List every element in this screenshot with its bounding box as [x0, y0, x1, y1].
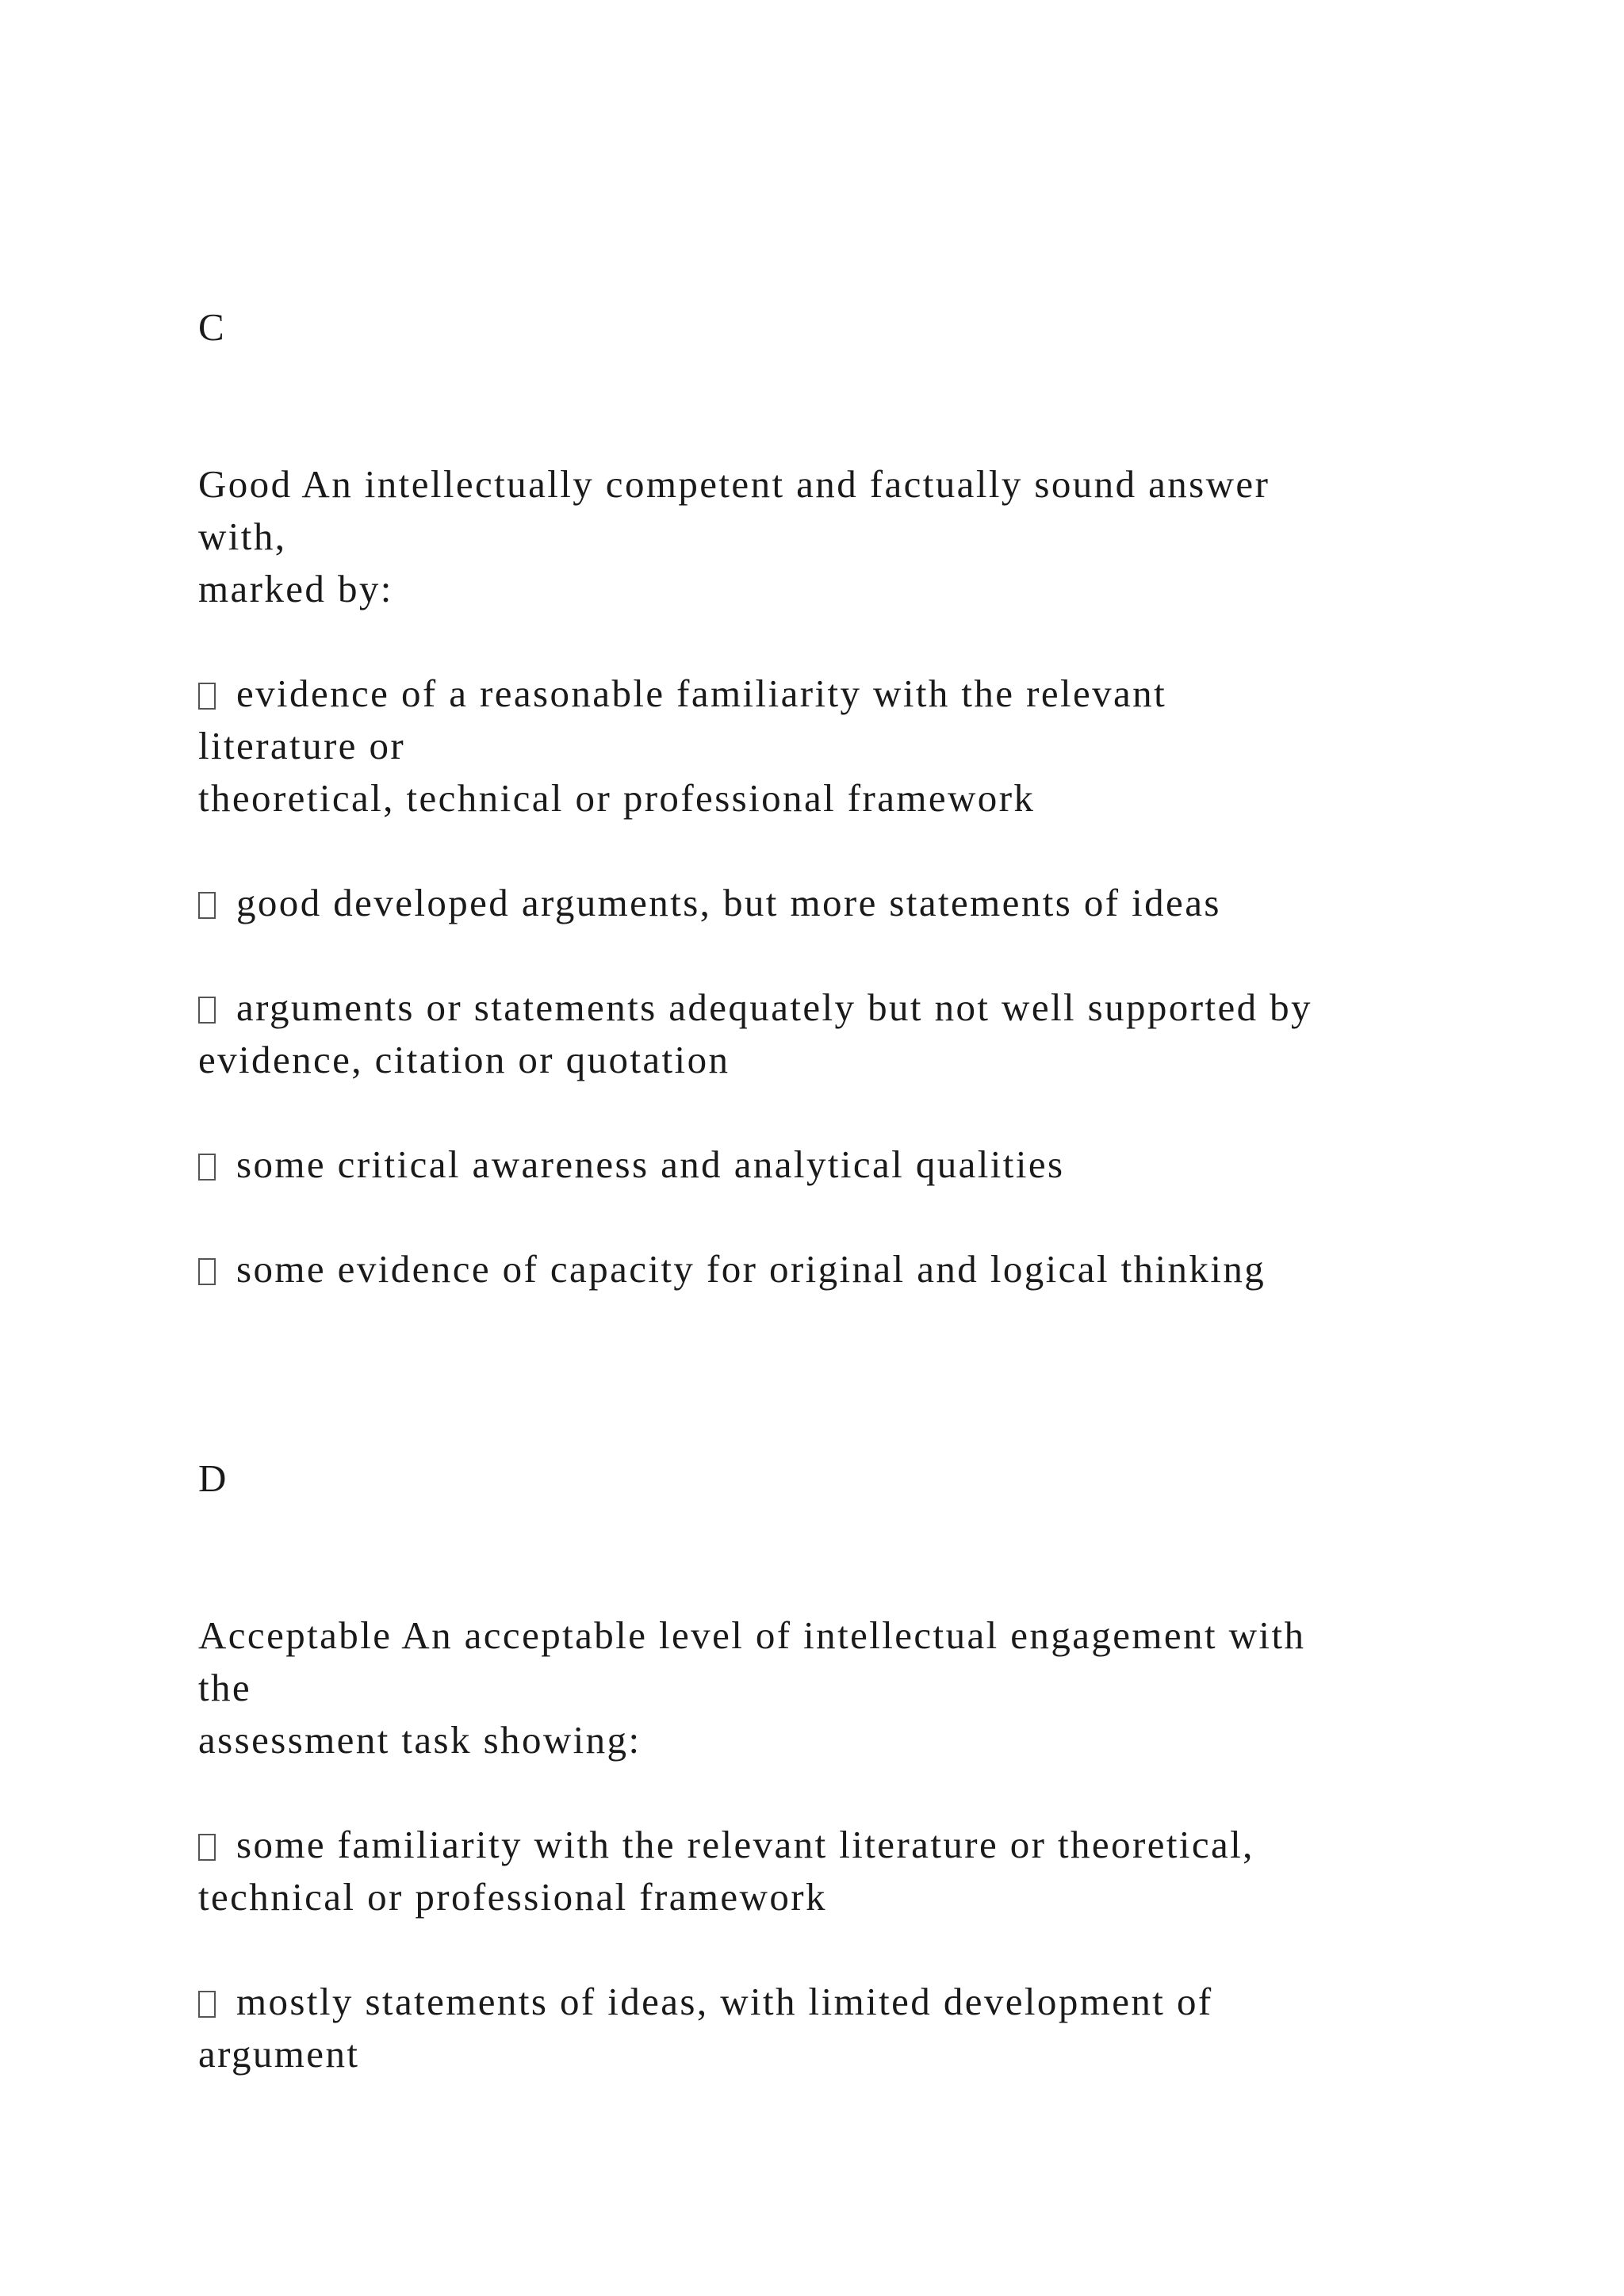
- bullet-icon: [198, 892, 216, 919]
- bullet-icon: [198, 1991, 216, 2018]
- grade-d-bullet-1-line-1: some familiarity with the relevant literature or theoretical,: [198, 1819, 1254, 1871]
- bullet-icon: [198, 683, 216, 710]
- grade-c-bullet-1-line-1: evidence of a reasonable familiarity with the relevant: [198, 668, 1166, 720]
- grade-d-bullet-2-line-1: mostly statements of ideas, with limited development of: [198, 1976, 1213, 2028]
- bullet-icon: [198, 1258, 216, 1285]
- grade-c-bullet-3-line-1: arguments or statements adequately but not well supported by: [198, 982, 1312, 1034]
- grade-letter-d: D: [198, 1456, 228, 1500]
- grade-c-heading-line-2: with,: [198, 515, 287, 558]
- bullet-icon: [198, 997, 216, 1024]
- grade-c-bullet-1-line-3: theoretical, technical or professional framework: [198, 776, 1036, 820]
- grade-d-heading-line-3: assessment task showing:: [198, 1718, 642, 1762]
- grade-d-bullet-2-line-2: argument: [198, 2032, 360, 2076]
- grade-d-heading-line-2: the: [198, 1666, 252, 1709]
- grade-d-heading-line-1: Acceptable An acceptable level of intellectual engagement with: [198, 1613, 1306, 1657]
- grade-c-bullet-5-line-1: some evidence of capacity for original and logical thinking: [198, 1243, 1266, 1295]
- grade-c-heading-line-3: marked by:: [198, 567, 393, 610]
- bullet-icon: [198, 1154, 216, 1181]
- grade-c-bullet-3-line-2: evidence, citation or quotation: [198, 1038, 730, 1081]
- grade-c-bullet-4-line-1: some critical awareness and analytical qualities: [198, 1138, 1064, 1191]
- grade-c-heading-line-1: Good An intellectually competent and factually sound answer: [198, 462, 1270, 506]
- grade-d-bullet-1-line-2: technical or professional framework: [198, 1875, 827, 1919]
- grade-letter-c: C: [198, 305, 227, 349]
- grade-c-bullet-2-line-1: good developed arguments, but more statements of ideas: [198, 877, 1221, 929]
- grade-c-bullet-1-line-2: literature or: [198, 724, 406, 767]
- bullet-icon: [198, 1834, 216, 1861]
